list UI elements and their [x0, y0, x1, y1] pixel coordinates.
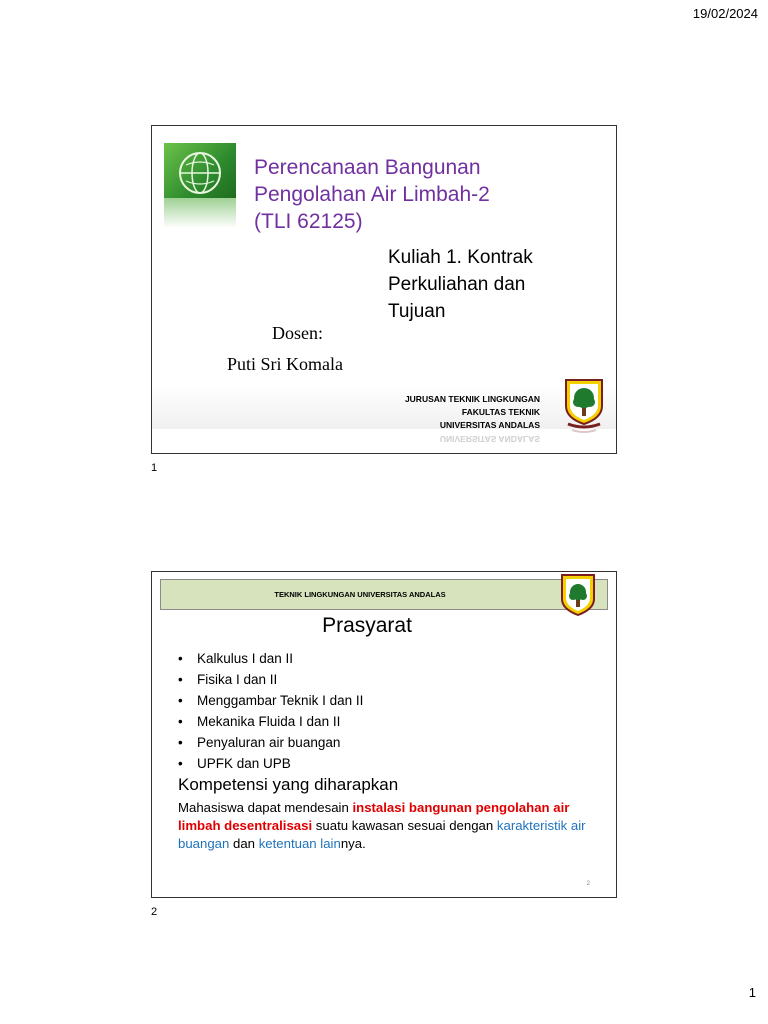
subtitle-line: Tujuan — [388, 301, 446, 322]
subtitle-line: Perkuliahan dan — [388, 274, 526, 295]
competency-heading: Kompetensi yang diharapkan — [178, 775, 399, 794]
title-line: (TLI 62125) — [254, 210, 363, 233]
lecturer-label: Dosen: — [272, 323, 323, 343]
paragraph-text: suatu kawasan sesuai dengan — [312, 818, 497, 833]
slide-1 — [151, 125, 617, 454]
competency-paragraph — [178, 799, 603, 853]
print-date: 19/02/2024 — [692, 6, 758, 21]
slide-heading: Prasyarat — [322, 614, 412, 637]
list-item: • Kalkulus I dan II — [178, 648, 363, 669]
slide-number: 2 — [586, 881, 590, 887]
page-number: 1 — [748, 985, 756, 1000]
title-line: Pengolahan Air Limbah-2 — [254, 183, 490, 206]
emphasis-text: instalasi bangunan pengolahan air limbah desentralisasi — [178, 800, 570, 833]
list-item: • Penyaluran air buangan — [178, 732, 363, 753]
globe-reflection — [164, 198, 236, 228]
slide-header-text: TEKNIK LINGKUNGAN UNIVERSITAS ANDALAS — [274, 590, 446, 599]
university-logo — [564, 376, 604, 442]
globe-icon — [164, 143, 236, 198]
prerequisite-list — [178, 648, 363, 774]
list-item: • Fisika I dan II — [178, 669, 363, 690]
university-logo — [560, 573, 596, 617]
slide-2 — [151, 571, 617, 898]
lecturer-name: Puti Sri Komala — [227, 354, 343, 374]
institution-reflection: UNIVERSITAS ANDALAS — [439, 434, 540, 444]
title-line: Perencanaan Bangunan — [254, 156, 481, 179]
list-item: • Menggambar Teknik I dan II — [178, 690, 363, 711]
list-item: • UPFK dan UPB — [178, 753, 363, 774]
slide-title — [254, 154, 594, 235]
institution-line: UNIVERSITAS ANDALAS — [439, 420, 540, 430]
highlight-text: karakteristik air buangan — [178, 818, 586, 851]
subtitle-line: Kuliah 1. Kontrak — [388, 247, 533, 268]
slide-1-label: 1 — [151, 462, 158, 474]
institution-line: JURUSAN TEKNIK LINGKUNGAN — [404, 394, 540, 404]
slide-2-label: 2 — [151, 906, 158, 918]
paragraph-text: dan — [229, 836, 259, 851]
institution-block — [405, 393, 540, 432]
paragraph-text: nya. — [340, 836, 366, 851]
list-item: • Mekanika Fluida I dan II — [178, 711, 363, 732]
paragraph-text: Mahasiswa dapat mendesain — [178, 800, 353, 815]
institution-line: FAKULTAS TEKNIK — [461, 407, 540, 417]
footer-band — [152, 384, 616, 429]
slide-subtitle — [388, 244, 608, 325]
highlight-text: ketentuan lain — [258, 836, 341, 851]
